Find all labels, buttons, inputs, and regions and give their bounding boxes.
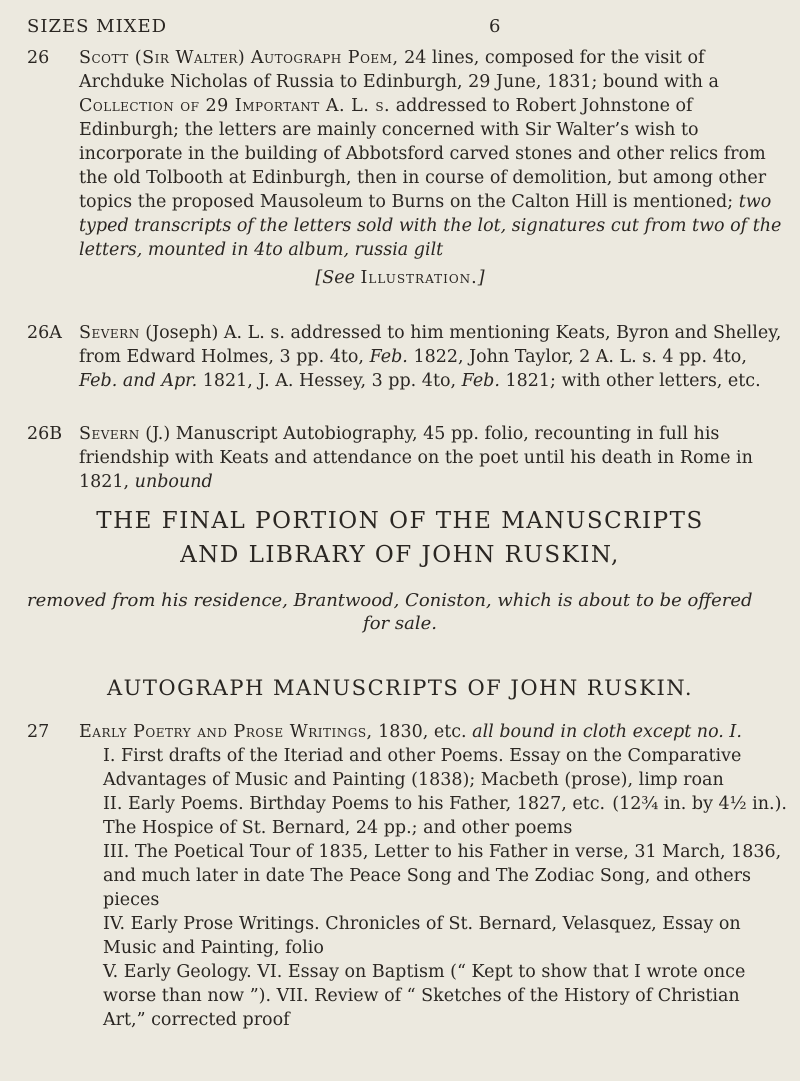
lot-number: 26A bbox=[27, 323, 62, 343]
lot-number: 27 bbox=[27, 722, 50, 742]
section-note: removed from his residence, Brantwood, Coniston, which is about to be offered bbox=[27, 590, 753, 611]
lot-27 bbox=[27, 720, 787, 1032]
item-title: Early Poetry and Prose Writings, bbox=[79, 722, 373, 742]
see-illustration: [See Illustration.] bbox=[315, 268, 485, 288]
lot-26b bbox=[27, 422, 787, 494]
lot-description: Severn (J.) Manuscript Autobiography, 45 pp. folio, recounting in full his friendship with Keats and attendance on the poet until his death in Rome in 1821, unbound bbox=[79, 424, 753, 492]
part-iv: IV. Early Prose Writings. Chronicles of St. Bernard, Velasquez, Essay on Music and Painting, folio bbox=[103, 914, 741, 958]
part-iii: III. The Poetical Tour of 1835, Letter to his Father in verse, 31 March, 1836, and much later in date The Peace Song and The Zodiac Song, and others pieces bbox=[103, 842, 782, 910]
author-name: Scott (Sir Walter) bbox=[79, 48, 246, 68]
lot-26a bbox=[27, 321, 787, 393]
section-note-end: for sale. bbox=[363, 613, 437, 634]
lot-26 bbox=[27, 46, 787, 262]
lot-number: 26B bbox=[27, 424, 63, 444]
lot-description: Severn (Joseph) A. L. s. addressed to him mentioning Keats, Byron and Shelley, from Edward Holmes, 3 pp. 4to, Feb. 1822, John Taylor, 2 A. L. s. 4 pp. 4to, Feb. and Apr. 1821, J. A. Hessey, 3 pp. 4to, Feb. 1821; with other letters, etc. bbox=[79, 323, 782, 391]
author-name: Severn bbox=[79, 424, 140, 444]
author-name: Severn bbox=[79, 323, 140, 343]
running-head-title: SIZES MIXED bbox=[27, 16, 168, 37]
subsection-title: AUTOGRAPH MANUSCRIPTS OF JOHN RUSKIN. bbox=[106, 676, 693, 700]
lot-description: Scott (Sir Walter) Autograph Poem, 24 lines, composed for the visit of Archduke Nicholas of Russia to Edinburgh, 29 June, 1831; bound with a Collection of 29 Important A. L. s. addressed to Robert Johnstone of Edinburgh; the letters are mainly concerned with Sir Walter’s wish to incorporate in the building of Abbotsford carved stones and other relics from the old Tolbooth at Edinburgh, then in course of demolition, but among other topics the proposed Mausoleum to Burns on the Calton Hill is mentioned; two typed transcripts of the letters sold with the lot, signatures cut from two of the letters, mounted in 4to album, russia gilt bbox=[79, 48, 782, 260]
part-ii: II. Early Poems. Birthday Poems to his Father, 1827, etc. The Hospice of St. Bernard, 24 pp.; and other poems bbox=[103, 794, 606, 838]
section-title-line-1: THE FINAL PORTION OF THE MANUSCRIPTS bbox=[96, 508, 704, 534]
lot-description: Early Poetry and Prose Writings, 1830, etc. all bound in cloth except no. I. bbox=[79, 722, 742, 742]
item-kind: Autograph Poem, bbox=[250, 48, 399, 68]
page-number: 6 bbox=[489, 16, 502, 37]
section-title-line-2: AND LIBRARY OF JOHN RUSKIN, bbox=[180, 542, 620, 568]
part-i: I. First drafts of the Iteriad and other Poems. Essay on the Comparative Advantages of Music and Painting (1838); Macbeth (prose), limp roan (12¾ in. by 4½ in.). bbox=[103, 746, 787, 814]
part-v-vii: V. Early Geology. VI. Essay on Baptism (“ Kept to show that I wrote once worse than now ”). VII. Review of “ Sketches of the History of Christian Art,” corrected proof bbox=[103, 962, 746, 1030]
lot-number: 26 bbox=[27, 48, 50, 68]
